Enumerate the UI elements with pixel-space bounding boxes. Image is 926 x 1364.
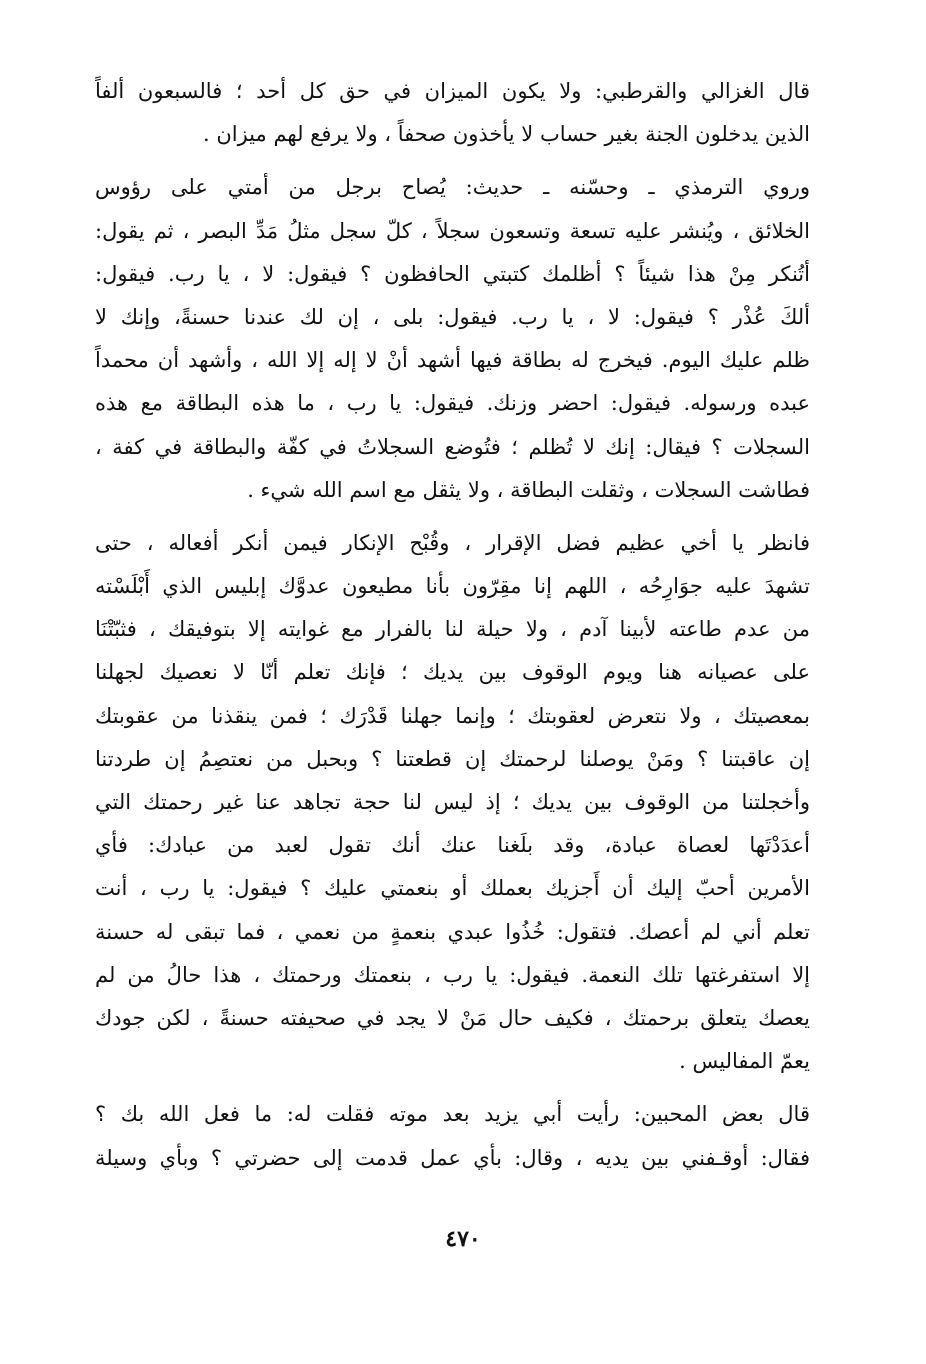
text-line: ألكَ عُذْر ؟ فيقول: لا ، يا رب. فيقول: بلى ، إن لك عندنا حسنةً، وإنك لا <box>95 304 810 329</box>
text-line: إلا استفرغتها تلك النعمة. فيقول: يا رب ، بنعمتك ورحمتك ، هذا حالُ من لم <box>95 962 810 987</box>
body-text <box>95 70 810 1180</box>
text-line: الأمرين أحبّ إليك أن أَجزيك بعملك أو بنعمتي عليك ؟ فيقول: يا رب ، أنت <box>95 876 810 901</box>
text-line: يعمّ المفاليس . <box>679 1049 810 1074</box>
text-line: أتُنكر مِنْ هذا شيئاً ؟ أظلمك كتبتي الحافظون ؟ فيقول: لا ، يا رب. فيقول: <box>95 261 810 286</box>
text-line: إن عاقبتنا ؟ ومَنْ يوصلنا لرحمتك إن قطعتنا ؟ وبحبل من نعتصِمُ إن طردتنا <box>95 746 810 771</box>
text-line: فطاشت السجلات ، وثقلت البطاقة ، ولا يثقل مع اسم الله شيء . <box>247 477 810 502</box>
text-line: السجلات ؟ فيقال: إنك لا تُظلم ؛ فتُوضع السجلاتُ في كفّة والبطاقة في كفة ، <box>95 434 810 459</box>
paragraph-2 <box>95 166 810 512</box>
text-line: تعلم أني لم أعصك. فتقول: خُذُوا عبدي بنعمةٍ من نعمي ، فما تبقى له حسنة <box>95 919 810 944</box>
text-line: فانظر يا أخي عظيم فضل الإقرار ، وقُبْح الإنكار فيمن أنكر أفعاله ، حتى <box>95 530 810 555</box>
text-line: الذين يدخلون الجنة بغير حساب لا يأخذون صحفاً ، ولا يرفع لهم ميزان . <box>202 122 810 147</box>
text-line: الخلائق ، ويُنشر عليه تسعة وتسعون سجلاً ، كلّ سجل مثلُ مَدِّ البصر ، ثم يقول: <box>95 218 810 243</box>
paragraph-3 <box>95 522 810 1083</box>
page-number: ٤٧٠ <box>445 1226 481 1252</box>
text-line: بمعصيتك ، ولا نتعرض لعقوبتك ؛ وإنما جهلنا قَدْرَك ؛ فمن ينقذنا من عقوبتك <box>95 703 810 728</box>
text-line: عبده ورسوله. فيقول: احضر وزنك. فيقول: يا رب ، ما هذه البطاقة مع هذه <box>95 391 810 416</box>
text-line: من عدم طاعته لأبينا آدم ، ولا حيلة لنا بالفرار مع غوايته إلا بتوفيقك ، فثبّتْنَا <box>95 617 810 642</box>
text-line: يعصك يتعلق برحمتك ، فكيف حال مَنْ لا يجد في صحيفته حسنةً ، لكن جودك <box>95 1005 810 1030</box>
text-line: وأخجلتنا من الوقوف بين يديك ؛ إذ ليس لنا حجة تجاهد عنا غير رحمتك التي <box>95 790 810 814</box>
text-line: أعدَدْتَها لعصاة عبادة، وقد بلَغنا عنك أنك تقول لعبد من عبادك: فأي <box>95 833 810 858</box>
text-line: قال بعض المحبين: رأيت أبي يزيد بعد موته فقلت له: ما فعل الله بك ؟ <box>95 1102 810 1127</box>
paragraph-4 <box>95 1093 810 1179</box>
text-line: ظلم عليك اليوم. فيخرج له بطاقة فيها أشهد أنْ لا إله إلا الله ، وأشهد أن محمداً <box>95 348 810 373</box>
text-line: تشهدَ عليه جوَارِحُه ، اللهم إنا مقِرّون بأنا مطيعون عدوَّك إبليس الذي أَبْلَسْته <box>95 574 810 599</box>
text-line: فقال: أوقـفني بين يديه ، وقال: بأي عمل قدمت إلى حضرتي ؟ وبأي وسيلة <box>95 1145 810 1170</box>
text-line: وروي الترمذي ـ وحسّنه ـ حديث: يُصاح برجل من أمتي على رؤوس <box>95 175 810 200</box>
text-line: على عصيانه هنا ويوم الوقوف بين يديك ؛ فإنك تعلم أنّا لا نعصيك لجهلنا <box>95 660 810 685</box>
paragraph-1 <box>95 70 810 156</box>
text-line: قال الغزالي والقرطبي: ولا يكون الميزان في حق كل أحد ؛ فالسبعون ألفاً <box>95 79 810 103</box>
